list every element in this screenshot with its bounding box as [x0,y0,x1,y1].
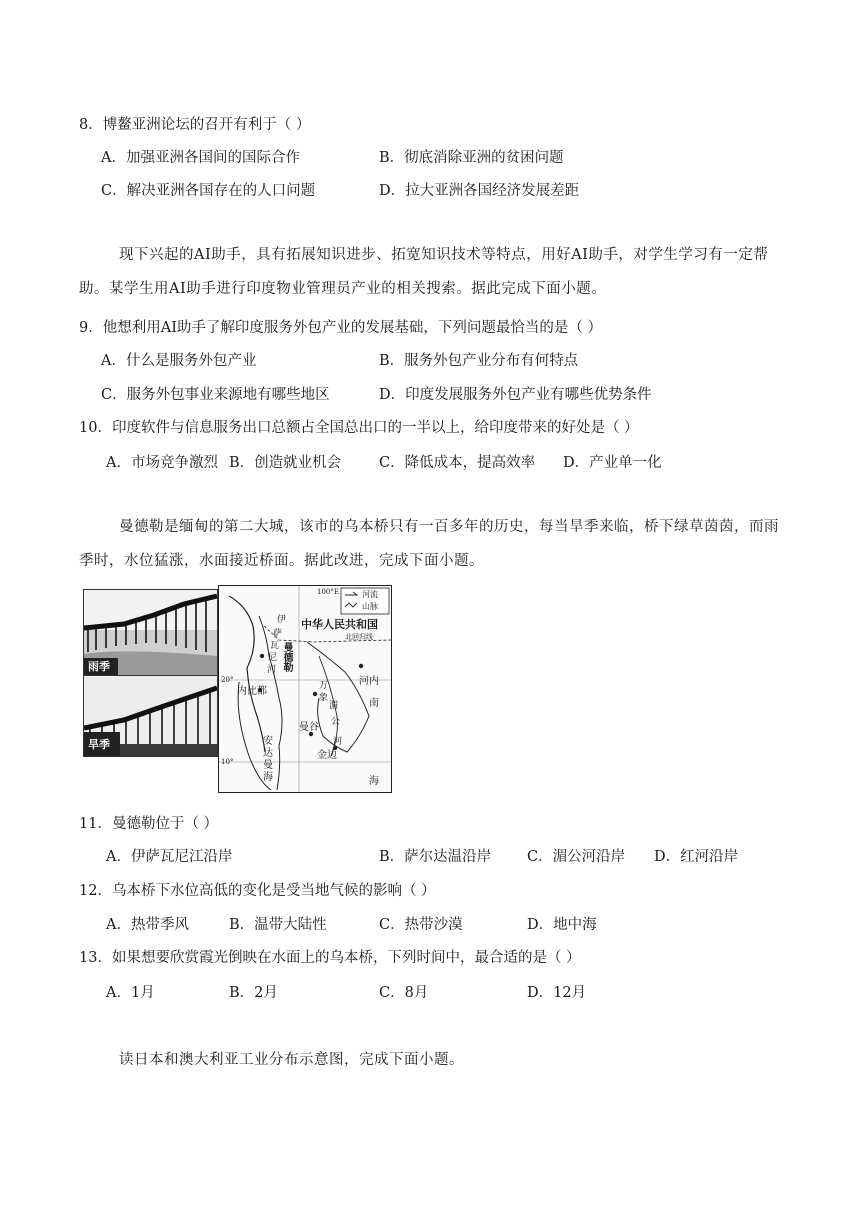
q10-stem: 10．印度软件与信息服务出口总额占全国总出口的一半以上，给印度带来的好处是（ ） [79,420,639,436]
q10-option-b: B．创造就业机会 [229,455,342,471]
rainy-season-photo [83,589,218,677]
southeast-asia-map [218,585,392,793]
q13-option-a: A．1月 [106,985,155,1001]
q8-option-d: D．拉大亚洲各国经济发展差距 [379,183,580,199]
hanoi-label: 河内 [359,676,379,687]
latitude-20-label: 20° [221,676,234,684]
river-label-ni: 尼 [268,653,278,663]
q12-option-d: D．地中海 [527,917,597,933]
q11-option-c: C．湄公河沿岸 [527,849,626,865]
passage-mandalay: 曼德勒是缅甸的第二大城，该市的乌本桥只有一百多年的历史，每当旱季来临，桥下绿草茵茵，而雨季时，水位猛涨，水面接近桥面。据此改进，完成下面小题。 [79,519,779,569]
river-label-yi: 伊 [277,615,287,625]
q13-option-b: B．2月 [229,985,278,1001]
mandalay-label: 曼德勒 [281,642,292,672]
q12-stem: 12．乌本桥下水位高低的变化是受当地气候的影响（ ） [79,883,436,899]
q13-option-c: C．8月 [379,985,429,1001]
q13-option-d: D．12月 [527,985,587,1001]
q13-stem: 13．如果想要欣赏霞光倒映在水面上的乌本桥，下列时间中，最合适的是（ ） [79,950,581,966]
mekong-label-gong: 公 [331,717,341,727]
q11-option-a: A．伊萨瓦尼江沿岸 [106,849,233,865]
mekong-label-he: 河 [333,737,343,747]
rainy-season-label: 雨季 [88,660,110,673]
q9-option-b: B．服务外包产业分布有何特点 [379,353,579,369]
q8-option-a: A．加强亚洲各国间的国际合作 [101,150,300,166]
q8-option-b: B．彻底消除亚洲的贫困问题 [379,150,564,166]
q11-option-d: D．红河沿岸 [654,849,739,865]
mekong-label-mei: 湄 [329,701,339,711]
q10-option-d: D．产业单一化 [563,455,662,471]
q9-option-c: C．服务外包事业来源地有哪些地区 [101,387,330,403]
q9-option-d: D．印度发展服务外包产业有哪些优势条件 [379,387,652,403]
q10-option-a: A．市场竞争激烈 [106,455,218,471]
phnom-penh-label: 金边 [317,750,337,761]
q12-option-c: C．热带沙漠 [379,917,463,933]
q12-option-b: B．温带大陆性 [229,917,327,933]
andaman-sea-label: 安达曼海 [263,736,273,783]
q10-option-c: C．降低成本，提高效率 [379,455,536,471]
q8-option-c: C．解决亚洲各国存在的人口问题 [101,183,316,199]
mandalay-figure [83,585,393,793]
china-label: 中华人民共和国 [301,618,378,631]
q8-stem: 8．博鳌亚洲论坛的召开有利于（ ） [79,117,311,133]
q9-option-a: A．什么是服务外包产业 [101,353,257,369]
meridian-label: 100°E [317,588,339,596]
q12-option-a: A．热带季风 [106,917,189,933]
vientiane-label-wan: 万 [319,681,329,691]
q9-stem: 9．他想利用AI助手了解印度服务外包产业的发展基础，下列问题最恰当的是（ ） [79,320,603,336]
vientiane-label-xiang: 象 [319,693,329,703]
passage-ai-assistant: 现下兴起的AI助手，具有拓展知识进步、拓宽知识技术等特点，用好AI助手，对学生学习有一定帮助。某学生用AI助手进行印度物业管理员产业的相关搜索。据此完成下面小题。 [79,247,769,297]
legend-river-label: 河流 [362,590,378,599]
south-china-sea-label-hai: 海 [369,776,379,787]
tropic-label: 北回归线 [345,633,373,641]
dry-season-label: 旱季 [88,738,110,751]
river-label-wa: 瓦 [270,641,280,651]
river-label-sa: 萨 [273,629,283,639]
south-china-sea-label-nan: 南 [369,698,379,709]
passage-japan-australia: 读日本和澳大利亚工业分布示意图，完成下面小题。 [119,1052,464,1068]
dry-season-photo [83,675,218,757]
q11-option-b: B．萨尔达温沿岸 [379,849,492,865]
q11-stem: 11．曼德勒位于（ ） [79,816,219,832]
river-label-jiang: 河 [267,665,277,675]
legend-mountain-label: 山脉 [362,602,378,611]
naypyidaw-label: 内比都 [237,686,267,697]
latitude-10-label: 10° [221,758,234,766]
bangkok-label: 曼谷 [299,722,319,733]
